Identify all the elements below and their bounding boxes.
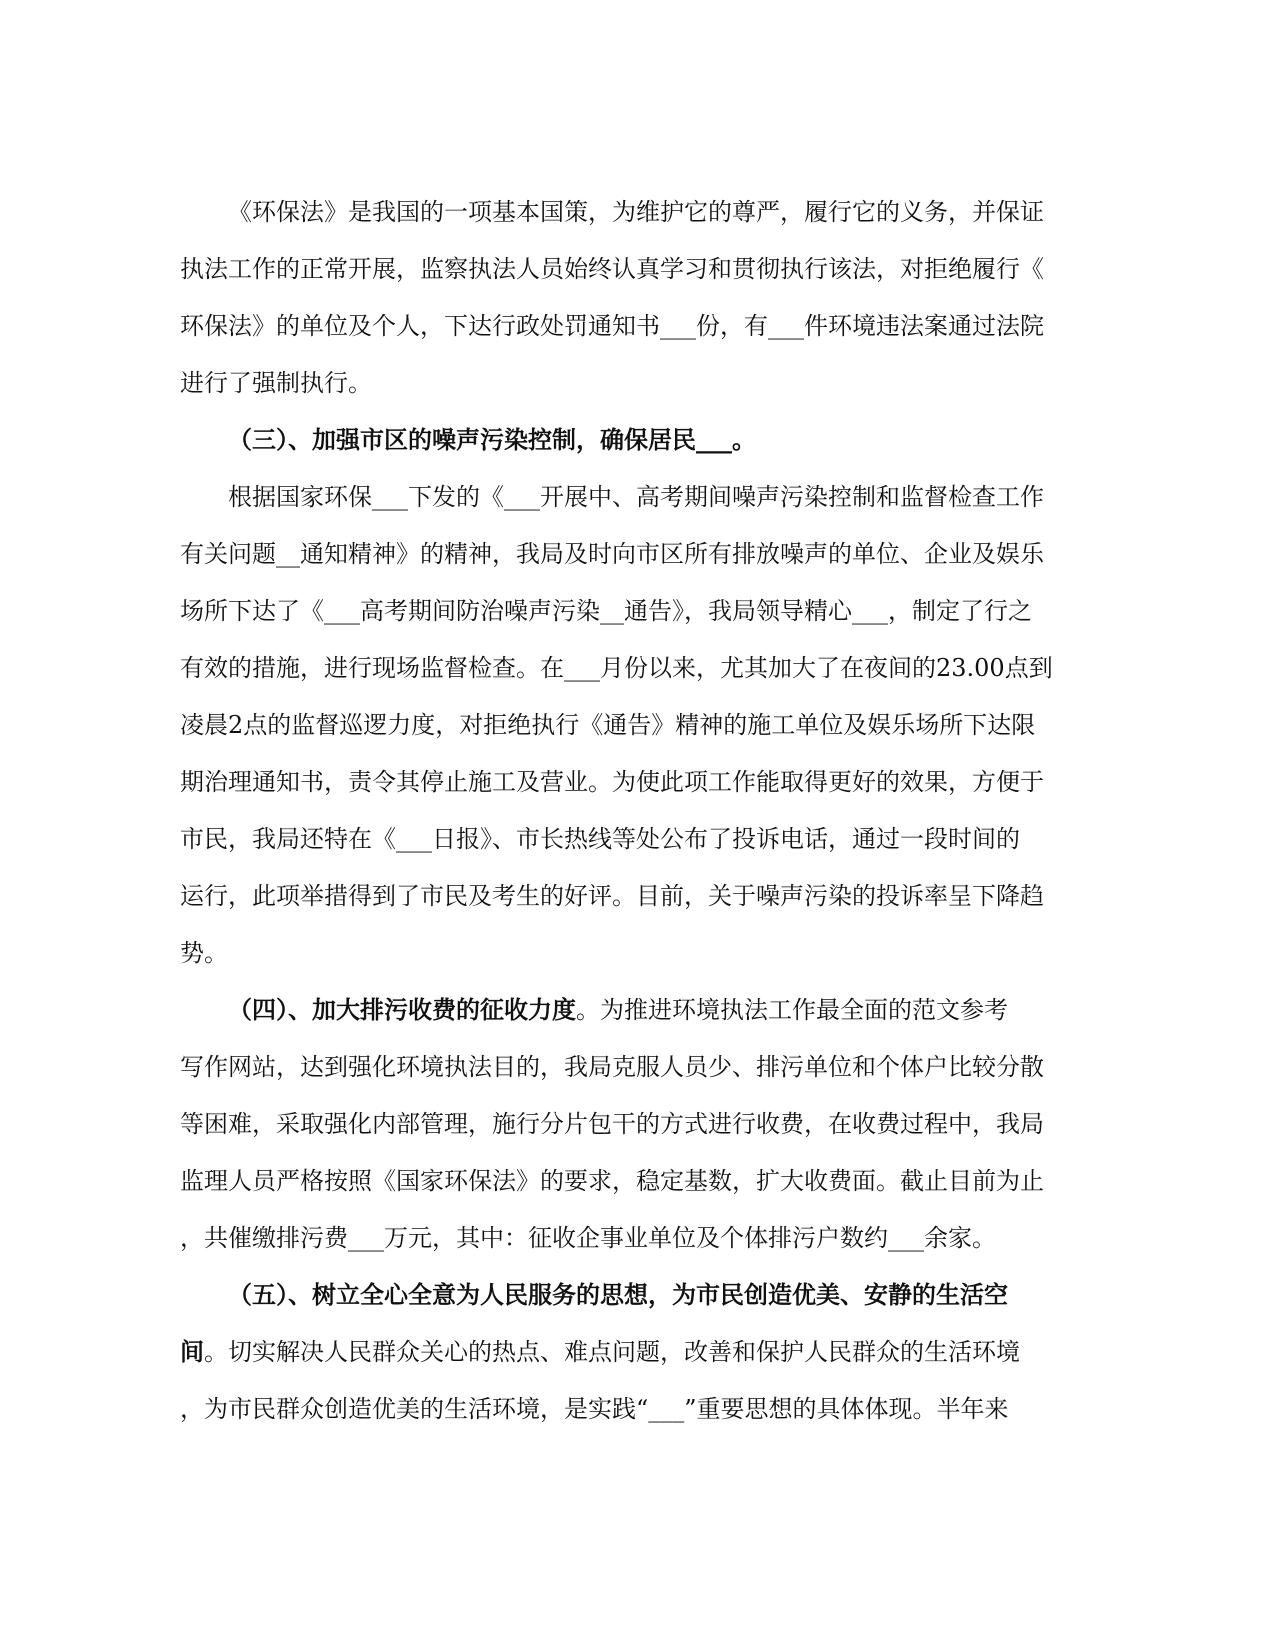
section-heading-4: （四）、加大排污收费的征收力度 <box>228 995 576 1024</box>
paragraph-line: 写作网站，达到强化环境执法目的，我局克服人员少、排污单位和个体户比较分散 <box>180 1053 1044 1081</box>
paragraph-line: 市民，我局还特在《___日报》、市长热线等处公布了投诉电话，通过一段时间的 <box>180 825 1020 853</box>
paragraph-line <box>228 995 1008 1025</box>
paragraph-line: ，共催缴排污费___万元，其中：征收企事业单位及个体排污户数约___余家。 <box>180 1224 996 1252</box>
section-heading-5-end: 间 <box>180 1337 204 1366</box>
paragraph-line: 监理人员严格按照《国家环保法》的要求，稳定基数，扩大收费面。截止目前为止 <box>180 1167 1044 1195</box>
section-heading-3: （三）、加强市区的噪声污染控制，确保居民___。 <box>228 425 756 454</box>
paragraph-line: 执法工作的正常开展，监察执法人员始终认真学习和贯彻执行该法，对拒绝履行《 <box>180 255 1044 283</box>
section-heading-5: （五）、树立全心全意为人民服务的思想，为市民创造优美、安静的生活空 <box>228 1280 1008 1309</box>
paragraph-line: 《环保法》是我国的一项基本国策，为维护它的尊严，履行它的义务，并保证 <box>228 198 1044 226</box>
paragraph-line: 进行了强制执行。 <box>180 369 372 397</box>
paragraph-line: 场所下达了《___高考期间防治噪声污染__通告》，我局领导精心___，制定了行之 <box>180 597 1032 625</box>
paragraph-line <box>180 1337 1020 1367</box>
paragraph-line: 环保法》的单位及个人，下达行政处罚通知书___份，有___件环境违法案通过法院 <box>180 312 1044 340</box>
paragraph-text: 。为推进环境执法工作最全面的范文参考 <box>576 996 1008 1024</box>
paragraph-line: 运行，此项举措得到了市民及考生的好评。目前，关于噪声污染的投诉率呈下降趋 <box>180 882 1044 910</box>
paragraph-line: 有效的措施，进行现场监督检查。在___月份以来，尤其加大了在夜间的23.00点到 <box>180 654 1053 682</box>
paragraph-text: 。切实解决人民群众关心的热点、难点问题，改善和保护人民群众的生活环境 <box>204 1338 1020 1366</box>
paragraph-line: 有关问题__通知精神》的精神，我局及时向市区所有排放噪声的单位、企业及娱乐 <box>180 540 1044 568</box>
paragraph-line: 根据国家环保___下发的《___开展中、高考期间噪声污染控制和监督检查工作 <box>228 483 1044 511</box>
paragraph-line: 期治理通知书，责令其停止施工及营业。为使此项工作能取得更好的效果，方便于 <box>180 768 1044 796</box>
paragraph-line: 凌晨2点的监督巡逻力度，对拒绝执行《通告》精神的施工单位及娱乐场所下达限 <box>180 711 1036 739</box>
paragraph-line: 等困难，采取强化内部管理，施行分片包干的方式进行收费，在收费过程中，我局 <box>180 1110 1044 1138</box>
paragraph-line: 势。 <box>180 939 228 967</box>
paragraph-line: ，为市民群众创造优美的生活环境，是实践“___”重要思想的具体体现。半年来 <box>180 1395 1009 1423</box>
